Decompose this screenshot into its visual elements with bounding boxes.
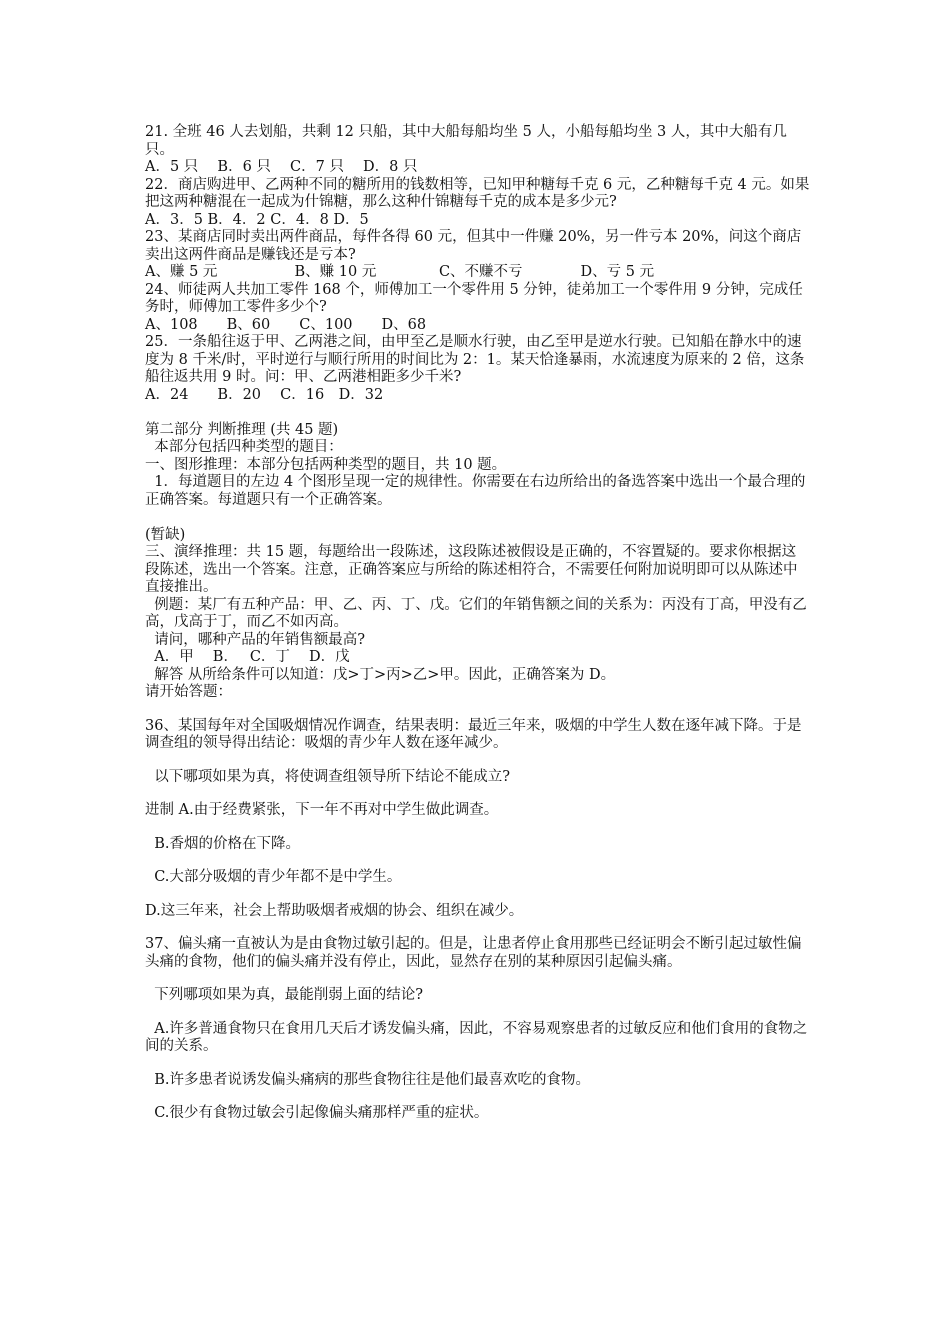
spacer <box>145 820 810 836</box>
question-37-prompt: 下列哪项如果为真，最能削弱上面的结论? <box>145 987 423 1003</box>
question-24: 24、师徒两人共加工零件 168 个，师傅加工一个零件用 5 分钟，徒弟加工一个零件用 9 分钟，完成任务时，师傅加工零件多少个? <box>145 281 803 315</box>
spacer <box>145 509 810 527</box>
question-22-options: A．3．5 B．4．2 C．4．8 D．5 <box>145 211 369 228</box>
example-question: 请问，哪种产品的年销售额最高? <box>145 631 365 648</box>
spacer <box>145 971 810 987</box>
section3-description: 三、演绎推理：共 15 题，每题给出一段陈述，这段陈述被假设是正确的，不容置疑的。要求你根据这段陈述，选出一个答案。注意，正确答案应与所给的陈述相符合，不需要任何附加说明即可以从陈述中直接推出。 <box>145 544 798 595</box>
question-36-option-a: 进制 A.由于经费紧张，下一年不再对中学生做此调查。 <box>145 802 499 818</box>
question-23: 23、某商店同时卖出两件商品，每件各得 60 元，但其中一件赚 20%，另一件亏本 20%，问这个商店卖出这两件商品是赚钱还是亏本? <box>145 229 802 263</box>
spacer <box>145 1089 810 1105</box>
question-37: 37、偏头痛一直被认为是由食物过敏引起的。但是，让患者停止食用那些已经证明会不断引起过敏性偏头痛的食物，他们的偏头痛并没有停止，因此，显然存在别的某种原因引起偏头痛。 <box>145 936 802 970</box>
question-37-option-b: B.许多患者说诱发偏头痛病的那些食物往往是他们最喜欢吃的食物。 <box>145 1071 590 1088</box>
spacer <box>145 853 810 869</box>
question-36: 36、某国每年对全国吸烟情况作调查，结果表明：最近三年来，吸烟的中学生人数在逐年减下降。于是调查组的领导得出结论：吸烟的青少年人数在逐年减少。 <box>145 717 802 751</box>
example-answer: 解答 从所给条件可以知道：戊>丁>丙>乙>甲。因此，正确答案为 D。 <box>145 666 616 683</box>
question-37-option-c: C.很少有食物过敏会引起像偏头痛那样严重的症状。 <box>145 1105 489 1121</box>
question-37-option-a: A.许多普通食物只在食用几天后才诱发偏头痛，因此，不容易观察患者的过敏反应和他们食用的食物之间的关系。 <box>145 1020 808 1054</box>
spacer <box>145 786 810 802</box>
question-25: 25．一条船往返于甲、乙两港之间，由甲至乙是顺水行驶，由乙至甲是逆水行驶。已知船在静水中的速度为 8 千米/时，平时逆行与顺行所用的时间比为 2：1。某天恰逢暴雨，水流速度为原来的 2 倍，这条船往返共用 9 时。问：甲、乙两港相距多少千米? <box>145 334 805 385</box>
example-options: A．甲 B． C．丁 D．戊 <box>145 649 350 665</box>
question-36-option-d: D.这三年来，社会上帮助吸烟者戒烟的协会、组织在减少。 <box>145 902 524 919</box>
spacer <box>145 1005 810 1021</box>
part2-title: 第二部分 判断推理 (共 45 题) <box>145 421 339 438</box>
spacer <box>145 887 810 903</box>
question-36-option-b: B.香烟的价格在下降。 <box>145 835 300 852</box>
section1-title: 一、图形推理：本部分包括两种类型的题目，共 10 题。 <box>145 456 507 473</box>
question-22: 22．商店购进甲、乙两种不同的糖所用的钱数相等，已知甲种糖每千克 6 元，乙种糖每千克 4 元。如果把这两种糖混在一起成为什锦糖，那么这种什锦糖每千克的成本是多少元? <box>145 176 810 210</box>
missing-note: (暂缺) <box>145 526 186 543</box>
question-25-options: A．24 B．20 C．16 D．32 <box>145 386 384 403</box>
spacer <box>145 404 810 422</box>
part2-intro: 本部分包括四种类型的题目： <box>145 439 343 455</box>
question-36-option-c: C.大部分吸烟的青少年都不是中学生。 <box>145 869 402 885</box>
spacer <box>145 1056 810 1072</box>
document-body <box>145 124 810 1123</box>
question-36-prompt: 以下哪项如果为真，将使调查组领导所下结论不能成立? <box>145 768 510 785</box>
spacer <box>145 920 810 936</box>
question-24-options: A、108 B、60 C、100 D、68 <box>145 316 427 333</box>
question-21: 21. 全班 46 人去划船，共剩 12 只船，其中大船每船均坐 5 人，小船每船均坐 3 人，其中大船有几只。 <box>145 124 787 158</box>
spacer <box>145 702 810 718</box>
spacer <box>145 753 810 769</box>
example-text: 例题：某厂有五种产品：甲、乙、丙、丁、戊。它们的年销售额之间的关系为：丙没有丁高，甲没有乙高，戊高于丁，而乙不如丙高。 <box>145 596 807 630</box>
start-prompt: 请开始答题： <box>145 684 232 700</box>
section1-rule: 1．每道题目的左边 4 个图形呈现一定的规律性。你需要在右边所给出的备选答案中选出一个最合理的正确答案。每道题只有一个正确答案。 <box>145 474 806 508</box>
question-21-options: A．5 只 B．6 只 C．7 只 D．8 只 <box>145 159 418 175</box>
question-23-options: A、赚 5 元 B、赚 10 元 C、不赚不亏 D、亏 5 元 <box>145 264 655 280</box>
